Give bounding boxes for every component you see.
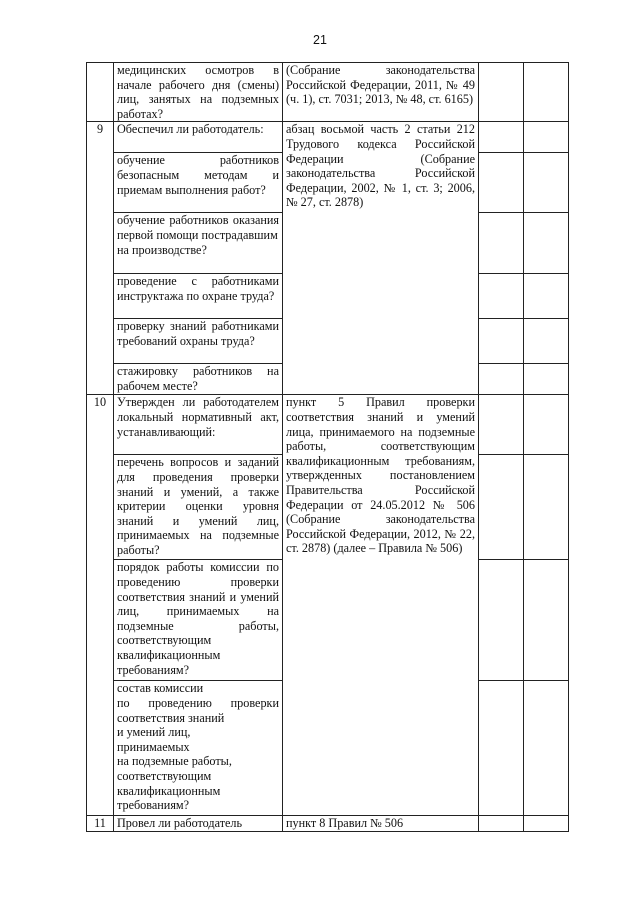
answer-cell[interactable] [479,153,524,213]
answer-cell[interactable] [479,681,524,816]
note-cell[interactable] [524,395,569,455]
legal-reference-cell: абзац восьмой часть 2 статьи 212 Трудового кодекса Российской Федерации (Собрание законодательства Российской Федерации, 2002, № 1, ст. 3; 2006, № 27, ст. 2878) [283,122,479,395]
row-number: 9 [87,122,114,395]
note-cell[interactable] [524,816,569,832]
answer-cell[interactable] [479,816,524,832]
note-cell[interactable] [524,213,569,274]
table-row [87,63,569,122]
note-cell[interactable] [524,63,569,122]
question-cell: стажировку работников на рабочем месте? [114,364,283,395]
table-row [87,122,569,153]
note-cell[interactable] [524,319,569,364]
question-cell: Провел ли работодатель [114,816,283,832]
question-cell: обучение работников безопасным методам и приемам выполнения работ? [114,153,283,213]
page-number: 21 [313,33,327,47]
answer-cell[interactable] [479,274,524,319]
answer-cell[interactable] [479,213,524,274]
table-row [87,816,569,832]
note-cell[interactable] [524,364,569,395]
question-cell: Утвержден ли работодателем локальный нормативный акт, устанавливающий: [114,395,283,455]
note-cell[interactable] [524,560,569,681]
answer-cell[interactable] [479,560,524,681]
question-cell: перечень вопросов и заданий для проведения проверки знаний и умений, а также критерии оценки уровня знаний и умений лиц, принимаемых на подземные работы? [114,455,283,560]
note-cell[interactable] [524,122,569,153]
answer-cell[interactable] [479,455,524,560]
row-number: 10 [87,395,114,816]
table-row [87,395,569,455]
note-cell[interactable] [524,153,569,213]
legal-reference-cell: (Собрание законодательства Российской Федерации, 2011, № 49 (ч. 1), ст. 7031; 2013, № 48, ст. 6165) [283,63,479,122]
legal-reference-cell: пункт 8 Правил № 506 [283,816,479,832]
question-cell: состав комиссии по проведению проверки соответствия знаний и умений лиц, принимаемых на подземные работы, соответствующим квалификационным требованиям? [114,681,283,816]
question-cell: проверку знаний работниками требований охраны труда? [114,319,283,364]
note-cell[interactable] [524,681,569,816]
checklist-table [86,62,569,832]
note-cell[interactable] [524,274,569,319]
question-cell: порядок работы комиссии по проведению проверки соответствия знаний и умений лиц, принимаемых на подземные работы, соответствующим квалификационным требованиям? [114,560,283,681]
answer-cell[interactable] [479,395,524,455]
question-cell: Обеспечил ли работодатель: [114,122,283,153]
question-cell: проведение с работниками инструктажа по охране труда? [114,274,283,319]
legal-reference-cell: пункт 5 Правил проверки соответствия знаний и умений лица, принимаемого на подземные работы, соответствующим квалификационным требованиям, утвержденных постановлением Правительства Российской Федерации от 24.05.2012 № 506 (Собрание законодательства Российской Федерации, 2012, № 22, ст. 2878) (далее – Правила № 506) [283,395,479,816]
note-cell[interactable] [524,455,569,560]
answer-cell[interactable] [479,122,524,153]
row-number [87,63,114,122]
row-number: 11 [87,816,114,832]
answer-cell[interactable] [479,63,524,122]
question-cell: обучение работников оказания первой помощи пострадавшим на производстве? [114,213,283,274]
question-cell: медицинских осмотров в начале рабочего дня (смены) лиц, занятых на подземных работах? [114,63,283,122]
answer-cell[interactable] [479,364,524,395]
answer-cell[interactable] [479,319,524,364]
